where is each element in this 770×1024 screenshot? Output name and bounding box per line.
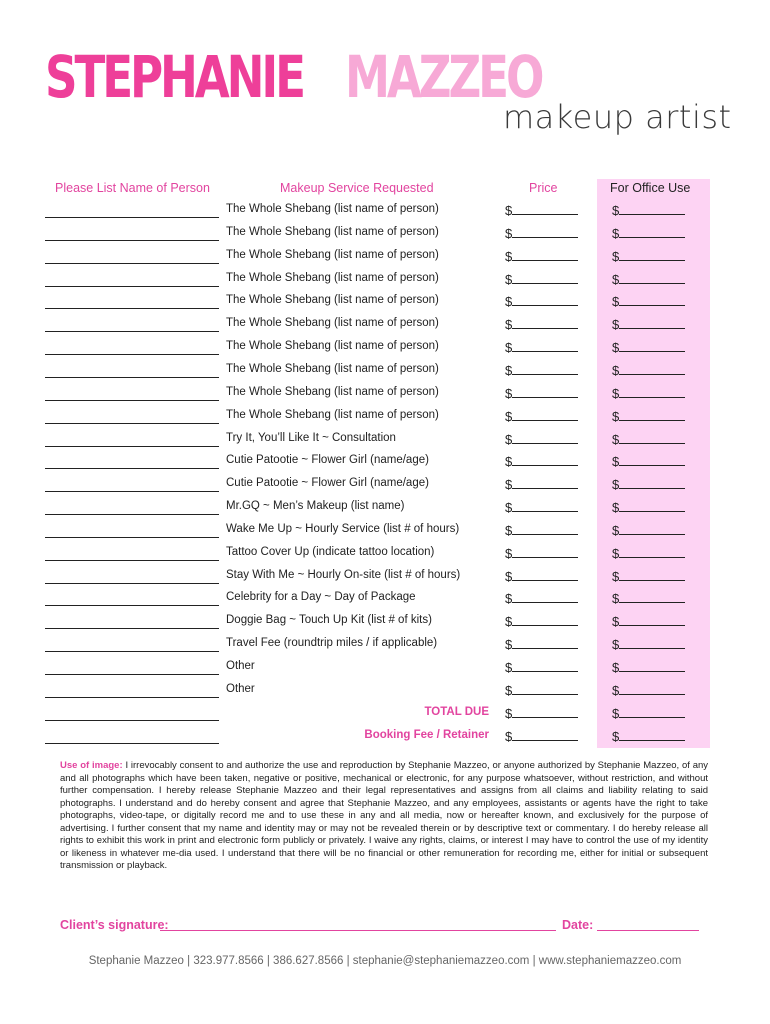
- service-label: The Whole Shebang (list name of person): [226, 385, 439, 398]
- currency-symbol: $: [505, 705, 513, 721]
- service-row: [0, 588, 770, 611]
- person-name-field[interactable]: [45, 377, 219, 378]
- service-row: [0, 200, 770, 223]
- service-label: The Whole Shebang (list name of person): [226, 340, 439, 353]
- service-label: The Whole Shebang (list name of person): [226, 408, 439, 421]
- price-field[interactable]: [505, 292, 578, 309]
- blank-line: [619, 681, 685, 695]
- person-name-field[interactable]: [45, 514, 219, 515]
- office-use-field[interactable]: [612, 658, 685, 675]
- currency-symbol: $: [505, 660, 513, 675]
- price-field[interactable]: [505, 704, 578, 721]
- office-use-field[interactable]: [612, 589, 685, 606]
- blank-line: [512, 407, 578, 421]
- price-field[interactable]: [505, 567, 578, 584]
- blank-line: [512, 430, 578, 444]
- price-field[interactable]: [505, 612, 578, 629]
- header-price: Price: [529, 181, 558, 195]
- office-use-field[interactable]: [612, 338, 685, 355]
- office-use-field[interactable]: [612, 612, 685, 629]
- blank-line: [619, 452, 685, 466]
- person-name-field[interactable]: [45, 583, 219, 584]
- person-name-field[interactable]: [45, 628, 219, 629]
- total-row: [0, 726, 770, 749]
- blank-line: [512, 704, 578, 718]
- service-label: Celebrity for a Day ~ Day of Package: [226, 591, 416, 604]
- currency-symbol: $: [505, 317, 513, 333]
- office-use-field[interactable]: [612, 361, 685, 378]
- currency-symbol: $: [612, 637, 620, 653]
- service-row: [0, 406, 770, 429]
- logo-first-name: STEPHANIE: [45, 43, 303, 111]
- person-name-field[interactable]: [45, 286, 219, 287]
- price-field[interactable]: [505, 315, 578, 332]
- currency-symbol: $: [612, 477, 620, 493]
- person-name-field[interactable]: [45, 331, 219, 332]
- service-label: The Whole Shebang (list name of person): [226, 225, 439, 238]
- currency-symbol: $: [505, 545, 513, 561]
- service-label: Tattoo Cover Up (indicate tattoo location): [226, 545, 435, 558]
- service-label: The Whole Shebang (list name of person): [226, 271, 439, 284]
- blank-line: [512, 292, 578, 306]
- office-use-field[interactable]: [612, 247, 685, 264]
- price-field[interactable]: [505, 521, 578, 538]
- blank-line: [512, 727, 578, 741]
- blank-line: [619, 544, 685, 558]
- currency-symbol: $: [505, 225, 513, 241]
- currency-symbol: $: [612, 545, 620, 561]
- service-row: [0, 657, 770, 680]
- price-field[interactable]: [505, 361, 578, 378]
- service-row: [0, 223, 770, 246]
- currency-symbol: $: [505, 682, 513, 698]
- service-label: Travel Fee (roundtrip miles / if applicable): [226, 637, 438, 650]
- price-field[interactable]: [505, 430, 578, 447]
- currency-symbol: $: [612, 454, 620, 470]
- currency-symbol: $: [612, 660, 620, 675]
- blank-line: [512, 475, 578, 489]
- currency-symbol: $: [505, 454, 513, 470]
- blank-line: [512, 567, 578, 581]
- price-field[interactable]: [505, 475, 578, 492]
- blank-line: [619, 521, 685, 535]
- service-label: The Whole Shebang (list name of person): [226, 317, 439, 330]
- service-label: The Whole Shebang (list name of person): [226, 294, 439, 307]
- total-label: Booking Fee / Retainer: [364, 728, 489, 741]
- office-use-field[interactable]: [612, 315, 685, 332]
- person-name-field[interactable]: [45, 605, 219, 606]
- person-name-field[interactable]: [45, 423, 219, 424]
- price-field[interactable]: [505, 270, 578, 287]
- blank-line: [619, 361, 685, 375]
- price-field[interactable]: [505, 338, 578, 355]
- service-label: Stay With Me ~ Hourly On-site (list # of hours): [226, 568, 461, 581]
- blank-line: [512, 635, 578, 649]
- office-use-field[interactable]: [612, 384, 685, 401]
- blank-line: [619, 247, 685, 261]
- blank-line: [512, 315, 578, 329]
- office-use-field[interactable]: [612, 224, 685, 241]
- logo: [45, 38, 542, 116]
- service-label: Try It, You’ll Like It ~ Consultation: [226, 431, 396, 444]
- person-name-field[interactable]: [45, 240, 219, 241]
- office-use-field[interactable]: [612, 292, 685, 309]
- service-row: [0, 291, 770, 314]
- blank-line: [619, 635, 685, 649]
- currency-symbol: $: [505, 431, 513, 447]
- service-label: Wake Me Up ~ Hourly Service (list # of hours): [226, 522, 460, 535]
- person-name-field[interactable]: [45, 743, 219, 744]
- blank-line: [619, 315, 685, 329]
- blank-line: [512, 247, 578, 261]
- service-row: [0, 543, 770, 566]
- service-row: [0, 429, 770, 452]
- total-label: TOTAL DUE: [424, 705, 489, 718]
- office-use-field[interactable]: [612, 475, 685, 492]
- currency-symbol: $: [505, 568, 513, 584]
- office-use-field[interactable]: [612, 681, 685, 698]
- office-use-field[interactable]: [612, 201, 685, 218]
- blank-line: [619, 475, 685, 489]
- blank-line: [512, 361, 578, 375]
- consent-label: Use of image:: [60, 760, 123, 771]
- service-row: [0, 566, 770, 589]
- blank-line: [619, 589, 685, 603]
- currency-symbol: $: [612, 682, 620, 698]
- person-name-field[interactable]: [45, 720, 219, 721]
- blank-line: [619, 704, 685, 718]
- currency-symbol: $: [612, 294, 620, 310]
- service-label: Other: [226, 660, 255, 672]
- person-name-field[interactable]: [45, 537, 219, 538]
- person-name-field[interactable]: [45, 354, 219, 355]
- service-row: [0, 269, 770, 292]
- price-field[interactable]: [505, 681, 578, 698]
- service-row: [0, 474, 770, 497]
- blank-line: [512, 589, 578, 603]
- blank-line: [619, 270, 685, 284]
- date-field[interactable]: [597, 930, 699, 931]
- currency-symbol: $: [505, 248, 513, 264]
- person-name-field[interactable]: [45, 651, 219, 652]
- blank-line: [619, 658, 685, 672]
- person-name-field[interactable]: [45, 468, 219, 469]
- blank-line: [512, 270, 578, 284]
- logo-tagline: makeup artist: [503, 98, 732, 136]
- blank-line: [512, 521, 578, 535]
- service-row: [0, 520, 770, 543]
- person-name-field[interactable]: [45, 400, 219, 401]
- blank-line: [619, 498, 685, 512]
- currency-symbol: $: [505, 522, 513, 538]
- price-field[interactable]: [505, 727, 578, 744]
- currency-symbol: $: [505, 408, 513, 424]
- currency-symbol: $: [612, 705, 620, 721]
- currency-symbol: $: [505, 477, 513, 493]
- service-row: [0, 611, 770, 634]
- currency-symbol: $: [505, 294, 513, 310]
- blank-line: [512, 544, 578, 558]
- footer-contact: Stephanie Mazzeo | 323.977.8566 | 386.627.8566 | stephanie@stephaniemazzeo.com | www.stephaniemazzeo.com: [88, 955, 682, 967]
- header-service: Makeup Service Requested: [280, 181, 434, 195]
- currency-symbol: $: [612, 408, 620, 424]
- blank-line: [619, 727, 685, 741]
- person-name-field[interactable]: [45, 263, 219, 264]
- person-name-field[interactable]: [45, 697, 219, 698]
- blank-line: [619, 384, 685, 398]
- price-field[interactable]: [505, 658, 578, 675]
- service-label: Other: [226, 682, 255, 695]
- office-use-field[interactable]: [612, 544, 685, 561]
- consent-text: I irrevocably consent to and authorize the use and reproduction by Stephanie Mazzeo, or anyone authorized by Stephanie Mazzeo, of any and all photographs which have been taken, negative or positive, mechanical or electronic, for any purpose whatsoever, without restriction, and without further compensation. I hereby release Stephanie Mazzeo and their legal representatives and assigns from all claims and liability relating to said photographs. I understand and do hereby consent and agree that Stephanie Mazzeo, and any employees, assistants or agents have the right to take photographs, video-tape, or digitally record me and to use these in any and all media, now or hereafter known, and exclusively for the purpose of advertising. I further consent that my name and identity may or may not be revealed therein or by descriptive text or commentary. I do hereby release all rights to exhibit this work in print and electronic form publicly or privately. I waive any rights, claims, or interest I may have to control the use of my identity or likeness in whatever me-dia used. I understand that there will be no financial or other remuneration for recording me, either for initial or subsequent transmission or playback.: [60, 760, 709, 871]
- currency-symbol: $: [612, 522, 620, 538]
- blank-line: [619, 338, 685, 352]
- blank-line: [512, 201, 578, 215]
- office-use-field[interactable]: [612, 452, 685, 469]
- service-label: The Whole Shebang (list name of person): [226, 203, 439, 215]
- office-use-field[interactable]: [612, 407, 685, 424]
- currency-symbol: $: [612, 248, 620, 264]
- header-office-use: For Office Use: [610, 181, 691, 195]
- currency-symbol: $: [612, 500, 620, 516]
- blank-line: [512, 224, 578, 238]
- currency-symbol: $: [612, 591, 620, 607]
- price-field[interactable]: [505, 201, 578, 218]
- office-use-field[interactable]: [612, 498, 685, 515]
- currency-symbol: $: [612, 614, 620, 630]
- currency-symbol: $: [612, 568, 620, 584]
- price-field[interactable]: [505, 544, 578, 561]
- blank-line: [512, 498, 578, 512]
- date-label: Date:: [562, 918, 594, 932]
- service-row: [0, 246, 770, 269]
- client-signature-field[interactable]: [160, 930, 556, 931]
- currency-symbol: $: [505, 500, 513, 516]
- office-use-field[interactable]: [612, 270, 685, 287]
- office-use-field[interactable]: [612, 704, 685, 721]
- price-field[interactable]: [505, 224, 578, 241]
- blank-line: [619, 201, 685, 215]
- blank-line: [619, 407, 685, 421]
- currency-symbol: $: [612, 385, 620, 401]
- consent-paragraph: [60, 760, 708, 873]
- person-name-field[interactable]: [45, 217, 219, 218]
- price-field[interactable]: [505, 407, 578, 424]
- currency-symbol: $: [612, 431, 620, 447]
- blank-line: [619, 612, 685, 626]
- price-field[interactable]: [505, 247, 578, 264]
- total-row: [0, 703, 770, 726]
- currency-symbol: $: [505, 385, 513, 401]
- service-row: [0, 497, 770, 520]
- blank-line: [512, 384, 578, 398]
- price-field[interactable]: [505, 589, 578, 606]
- currency-symbol: $: [505, 340, 513, 356]
- blank-line: [619, 567, 685, 581]
- blank-line: [619, 430, 685, 444]
- currency-symbol: $: [505, 591, 513, 607]
- service-row: [0, 314, 770, 337]
- client-signature-label: Client’s signature:: [60, 918, 169, 932]
- service-row: [0, 680, 770, 703]
- currency-symbol: $: [505, 362, 513, 378]
- service-label: Cutie Patootie ~ Flower Girl (name/age): [226, 477, 429, 490]
- currency-symbol: $: [612, 362, 620, 378]
- office-use-field[interactable]: [612, 567, 685, 584]
- service-label: Mr.GQ ~ Men’s Makeup (list name): [226, 500, 405, 513]
- service-row: [0, 451, 770, 474]
- currency-symbol: $: [612, 317, 620, 333]
- blank-line: [512, 612, 578, 626]
- service-label: Doggie Bag ~ Touch Up Kit (list # of kits): [226, 614, 432, 627]
- currency-symbol: $: [505, 637, 513, 653]
- blank-line: [619, 292, 685, 306]
- price-field[interactable]: [505, 452, 578, 469]
- price-field[interactable]: [505, 498, 578, 515]
- office-use-field[interactable]: [612, 430, 685, 447]
- service-row: [0, 360, 770, 383]
- person-name-field[interactable]: [45, 446, 219, 447]
- blank-line: [512, 681, 578, 695]
- price-field[interactable]: [505, 384, 578, 401]
- currency-symbol: $: [612, 203, 620, 218]
- person-name-field[interactable]: [45, 560, 219, 561]
- blank-line: [512, 452, 578, 466]
- office-use-field[interactable]: [612, 727, 685, 744]
- currency-symbol: $: [612, 340, 620, 356]
- currency-symbol: $: [505, 203, 513, 218]
- currency-symbol: $: [505, 271, 513, 287]
- person-name-field[interactable]: [45, 674, 219, 675]
- person-name-field[interactable]: [45, 491, 219, 492]
- header-name: Please List Name of Person: [55, 181, 210, 195]
- logo-last-name: MAZZEO: [345, 43, 542, 111]
- price-field[interactable]: [505, 635, 578, 652]
- office-use-field[interactable]: [612, 521, 685, 538]
- currency-symbol: $: [612, 225, 620, 241]
- office-use-field[interactable]: [612, 635, 685, 652]
- service-label: The Whole Shebang (list name of person): [226, 362, 439, 375]
- service-row: [0, 337, 770, 360]
- blank-line: [512, 338, 578, 352]
- service-row: [0, 383, 770, 406]
- person-name-field[interactable]: [45, 308, 219, 309]
- service-row: [0, 634, 770, 657]
- blank-line: [512, 658, 578, 672]
- currency-symbol: $: [505, 614, 513, 630]
- blank-line: [619, 224, 685, 238]
- service-label: Cutie Patootie ~ Flower Girl (name/age): [226, 454, 429, 467]
- currency-symbol: $: [612, 271, 620, 287]
- currency-symbol: $: [612, 728, 620, 744]
- currency-symbol: $: [505, 728, 513, 744]
- service-label: The Whole Shebang (list name of person): [226, 248, 439, 261]
